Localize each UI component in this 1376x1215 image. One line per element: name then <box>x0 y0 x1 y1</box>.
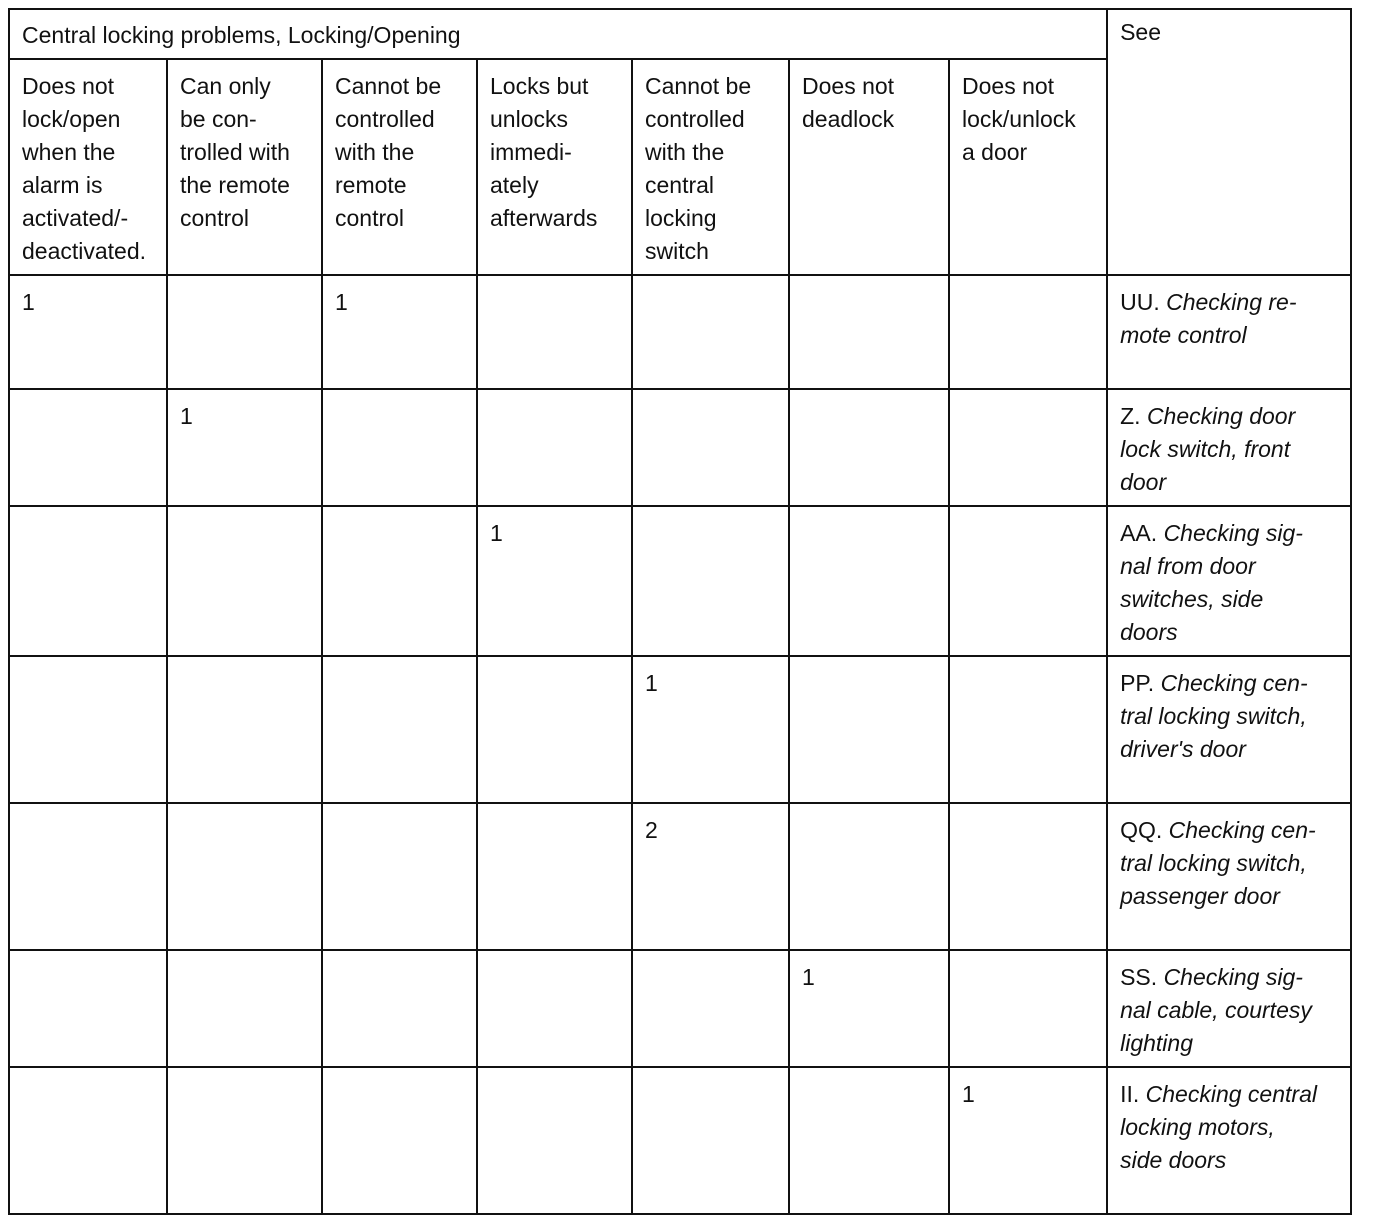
table-cell <box>632 275 789 389</box>
header-line: Cannot be <box>335 73 442 99</box>
header-line: be con- <box>180 106 257 132</box>
header-line: switch <box>645 238 709 264</box>
see-reference <box>1107 803 1351 950</box>
see-code: QQ. <box>1120 817 1163 843</box>
table-cell <box>632 950 789 1067</box>
table-cell <box>949 950 1107 1067</box>
see-text-line: mote control <box>1120 322 1247 348</box>
header-line: with the <box>645 139 725 165</box>
table-row <box>9 1067 1351 1214</box>
see-code: Z. <box>1120 403 1141 429</box>
table-cell <box>477 950 632 1067</box>
table-cell: 1 <box>477 506 632 656</box>
table-cell <box>632 1067 789 1214</box>
header-line: when the <box>22 139 116 165</box>
table-row <box>9 275 1351 389</box>
header-line: Locks but <box>490 73 589 99</box>
header-line: controlled <box>335 106 435 132</box>
header-line: trolled with <box>180 139 290 165</box>
table-cell <box>632 389 789 506</box>
column-header <box>322 59 477 275</box>
table-row <box>9 950 1351 1067</box>
column-header <box>949 59 1107 275</box>
header-line: activated/- <box>22 205 129 231</box>
see-code: PP. <box>1120 670 1155 696</box>
table-cell <box>9 1067 167 1214</box>
header-line: the remote <box>180 172 290 198</box>
header-line: alarm is <box>22 172 103 198</box>
header-line: Does not <box>802 73 895 99</box>
see-text-line: nal cable, courtesy <box>1120 997 1312 1023</box>
see-code: UU. <box>1120 289 1160 315</box>
header-line: Cannot be <box>645 73 752 99</box>
table-cell <box>9 506 167 656</box>
see-text-line: doors <box>1120 619 1178 645</box>
column-header <box>632 59 789 275</box>
see-text-line: nal from door <box>1120 553 1256 579</box>
table-cell <box>322 506 477 656</box>
table-cell <box>789 803 949 950</box>
see-text-line: tral locking switch, <box>1120 850 1307 876</box>
table-cell: 2 <box>632 803 789 950</box>
column-header <box>9 59 167 275</box>
see-reference <box>1107 389 1351 506</box>
see-text-line: passenger door <box>1120 883 1280 909</box>
header-line: control <box>180 205 250 231</box>
header-line: deactivated. <box>22 238 147 264</box>
see-text-line: lighting <box>1120 1030 1193 1056</box>
column-header <box>789 59 949 275</box>
table-cell <box>949 656 1107 803</box>
table-cell <box>322 950 477 1067</box>
header-line: unlocks <box>490 106 568 132</box>
see-text-line: Checking sig- <box>1163 964 1303 990</box>
header-line: lock/open <box>22 106 121 132</box>
column-header <box>477 59 632 275</box>
table-cell <box>789 656 949 803</box>
table-cell <box>9 656 167 803</box>
table-cell <box>9 950 167 1067</box>
header-line: control <box>335 205 405 231</box>
see-reference <box>1107 275 1351 389</box>
table-cell <box>9 803 167 950</box>
see-text-line: Checking central <box>1145 1081 1317 1107</box>
table-cell: 1 <box>322 275 477 389</box>
table-cell <box>477 656 632 803</box>
table-cell <box>789 275 949 389</box>
header-line: lock/unlock <box>962 106 1076 132</box>
see-reference <box>1107 1067 1351 1214</box>
table-cell <box>477 275 632 389</box>
table-cell <box>167 950 322 1067</box>
table-cell <box>167 656 322 803</box>
header-line: Does not <box>22 73 115 99</box>
table-cell <box>322 389 477 506</box>
header-line: afterwards <box>490 205 598 231</box>
table-cell <box>167 275 322 389</box>
header-line: Does not <box>962 73 1055 99</box>
see-text-line: Checking sig- <box>1163 520 1303 546</box>
table-cell <box>167 1067 322 1214</box>
see-code: AA. <box>1120 520 1158 546</box>
table-cell <box>949 389 1107 506</box>
table-cell <box>949 803 1107 950</box>
see-text-line: side doors <box>1120 1147 1227 1173</box>
header-line: with the <box>335 139 415 165</box>
table-cell <box>789 389 949 506</box>
see-text-line: tral locking switch, <box>1120 703 1307 729</box>
table-cell <box>949 275 1107 389</box>
see-reference <box>1107 656 1351 803</box>
table-cell: 1 <box>9 275 167 389</box>
see-text-line: Checking cen- <box>1168 817 1316 843</box>
table-row <box>9 803 1351 950</box>
table-row <box>9 389 1351 506</box>
table-row <box>9 506 1351 656</box>
table-cell <box>167 506 322 656</box>
header-line: remote <box>335 172 407 198</box>
header-line: deadlock <box>802 106 895 132</box>
troubleshooting-table <box>8 8 1352 1215</box>
table-cell <box>789 1067 949 1214</box>
table-cell <box>322 656 477 803</box>
table-title-row <box>9 9 1351 59</box>
table-cell: 1 <box>167 389 322 506</box>
table-cell <box>9 389 167 506</box>
see-reference <box>1107 506 1351 656</box>
see-text-line: locking motors, <box>1120 1114 1275 1140</box>
table-cell <box>949 506 1107 656</box>
header-line: ately <box>490 172 539 198</box>
header-line: locking <box>645 205 717 231</box>
table-cell: 1 <box>632 656 789 803</box>
see-reference <box>1107 950 1351 1067</box>
see-text-line: door <box>1120 469 1167 495</box>
table-title: Central locking problems, Locking/Opening <box>9 9 1107 59</box>
table-cell <box>477 1067 632 1214</box>
see-text-line: Checking door <box>1146 403 1296 429</box>
see-code: II. <box>1120 1081 1140 1107</box>
table-cell <box>477 389 632 506</box>
table-cell <box>167 803 322 950</box>
table-cell: 1 <box>949 1067 1107 1214</box>
table-cell <box>477 803 632 950</box>
column-header <box>167 59 322 275</box>
header-line: central <box>645 172 715 198</box>
table-cell: 1 <box>789 950 949 1067</box>
table-row <box>9 656 1351 803</box>
header-line: immedi- <box>490 139 572 165</box>
table-cell <box>322 1067 477 1214</box>
header-line: Can only <box>180 73 271 99</box>
header-line: controlled <box>645 106 745 132</box>
see-code: SS. <box>1120 964 1158 990</box>
see-text-line: Checking cen- <box>1160 670 1308 696</box>
table-cell <box>789 506 949 656</box>
see-text-line: driver's door <box>1120 736 1246 762</box>
header-line: a door <box>962 139 1028 165</box>
see-text-line: switches, side <box>1120 586 1264 612</box>
see-text-line: lock switch, front <box>1120 436 1291 462</box>
table-cell <box>322 803 477 950</box>
see-column-header: See <box>1107 9 1351 275</box>
table-cell <box>632 506 789 656</box>
see-text-line: Checking re- <box>1166 289 1297 315</box>
